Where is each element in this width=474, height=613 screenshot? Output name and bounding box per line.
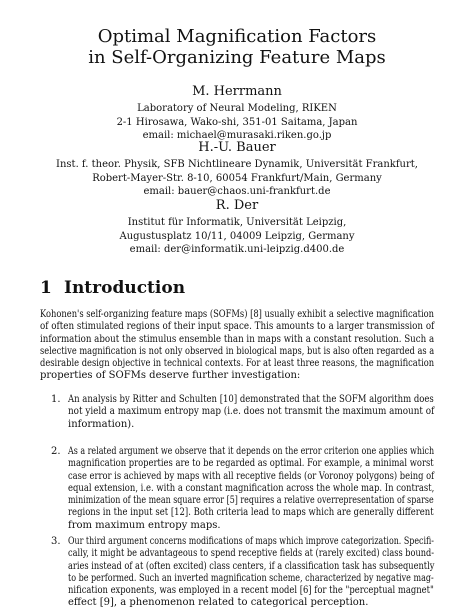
text-line: Our third argument concerns modifications of maps which improve categorization. Specifi- [68,536,434,547]
affiliation-line: Augustusplatz 10/11, 04009 Leipzig, Germany [119,230,355,242]
text-line: aries instead of at (often excited) class centers, if a classification task has subsequently [68,560,435,572]
list-item-label: 3. [51,536,61,547]
author-name: R. Der [215,198,259,213]
section-number: 1 [40,278,52,298]
text-line: from maximum entropy maps. [68,519,221,531]
paper-title [0,26,474,68]
text-line: Kohonen's self-organizing feature maps (SOFMs) [8] usually exhibit a selective magnification [40,309,435,320]
affiliation-line: Robert-Mayer-Str. 8-10, 60054 Frankfurt/Main, Germany [92,172,382,184]
text-line: information). [68,418,135,430]
author-email: email: der@informatik.uni-leipzig.d400.de [129,244,345,255]
affiliation-line: 2-1 Hirosawa, Wako-shi, 351-01 Saitama, Japan [116,116,358,128]
list-item-label: 1. [51,394,61,405]
text-line: to be performed. Such an inverted magnification scheme, characterized by negative mag- [68,572,434,584]
section-heading [40,278,185,298]
text-line: magnification properties are to be regarded as optimal. For example, a minimal worst [68,458,434,470]
list-item-label: 2. [51,446,61,457]
text-line: case error is achieved by maps with all receptive fields (or Voronoy polygons) being of [68,470,435,482]
text-line: As a related argument we observe that it depends on the error criterion one applies which [68,446,435,457]
author-block [0,84,474,143]
text-line: nification exponents, was employed in a recent model [6] for the "perceptual magnet" [68,585,434,597]
affiliation-line: Institut für Informatik, Universität Leipzig, [127,217,347,228]
author-name: M. Herrmann [192,84,282,99]
text-line: regions in the input set [12]. Both criteria lead to maps which are generally different [68,507,434,519]
text-line: desirable design objective in technical contexts. For at least three reasons, the magnification [40,358,435,370]
text-line: An analysis by Ritter and Schulten [10] demonstrated that the SOFM algorithm does [68,394,434,405]
text-line: cally, it might be advantageous to spend receptive fields at (rarely excited) class bound- [68,548,435,560]
author-block [0,198,474,257]
affiliation-line: Inst. f. theor. Physik, SFB Nichtlineare Dynamik, Universität Frankfurt, [56,159,418,170]
section-title: Introduction [64,278,186,298]
text-line: properties of SOFMs deserve further investigation: [40,370,301,382]
text-line: not yield a maximum entropy map (i.e. does not transmit the maximum amount of [68,406,435,418]
author-email: email: michael@murasaki.riken.go.jp [142,130,332,141]
author-name: H.-U. Bauer [198,140,276,155]
text-line: minimization of the mean square error [5] requires a relative overrepresentation of sparse [68,495,434,507]
title-line: in Self-Organizing Feature Maps [88,47,386,68]
text-line: of often stimulated regions of their input space. This amounts to a larger transmission of [40,321,435,333]
text-line: equal extension, i.e. with a constant magnification across the whole map. In contrast, [68,482,435,494]
author-block [0,140,474,199]
text-line: information about the stimulus ensemble than in maps with a constant resolution. Such a [40,333,435,345]
text-line: effect [9], a phenomenon related to categorical perception. [68,597,369,609]
author-email: email: bauer@chaos.uni-frankfurt.de [143,186,331,197]
affiliation-line: Laboratory of Neural Modeling, RIKEN [137,103,337,114]
text-line: selective magnification is not only observed in biological maps, but is also often regarded as a [40,345,435,357]
intro-paragraph [40,309,434,383]
title-line: Optimal Magnification Factors [97,26,377,47]
